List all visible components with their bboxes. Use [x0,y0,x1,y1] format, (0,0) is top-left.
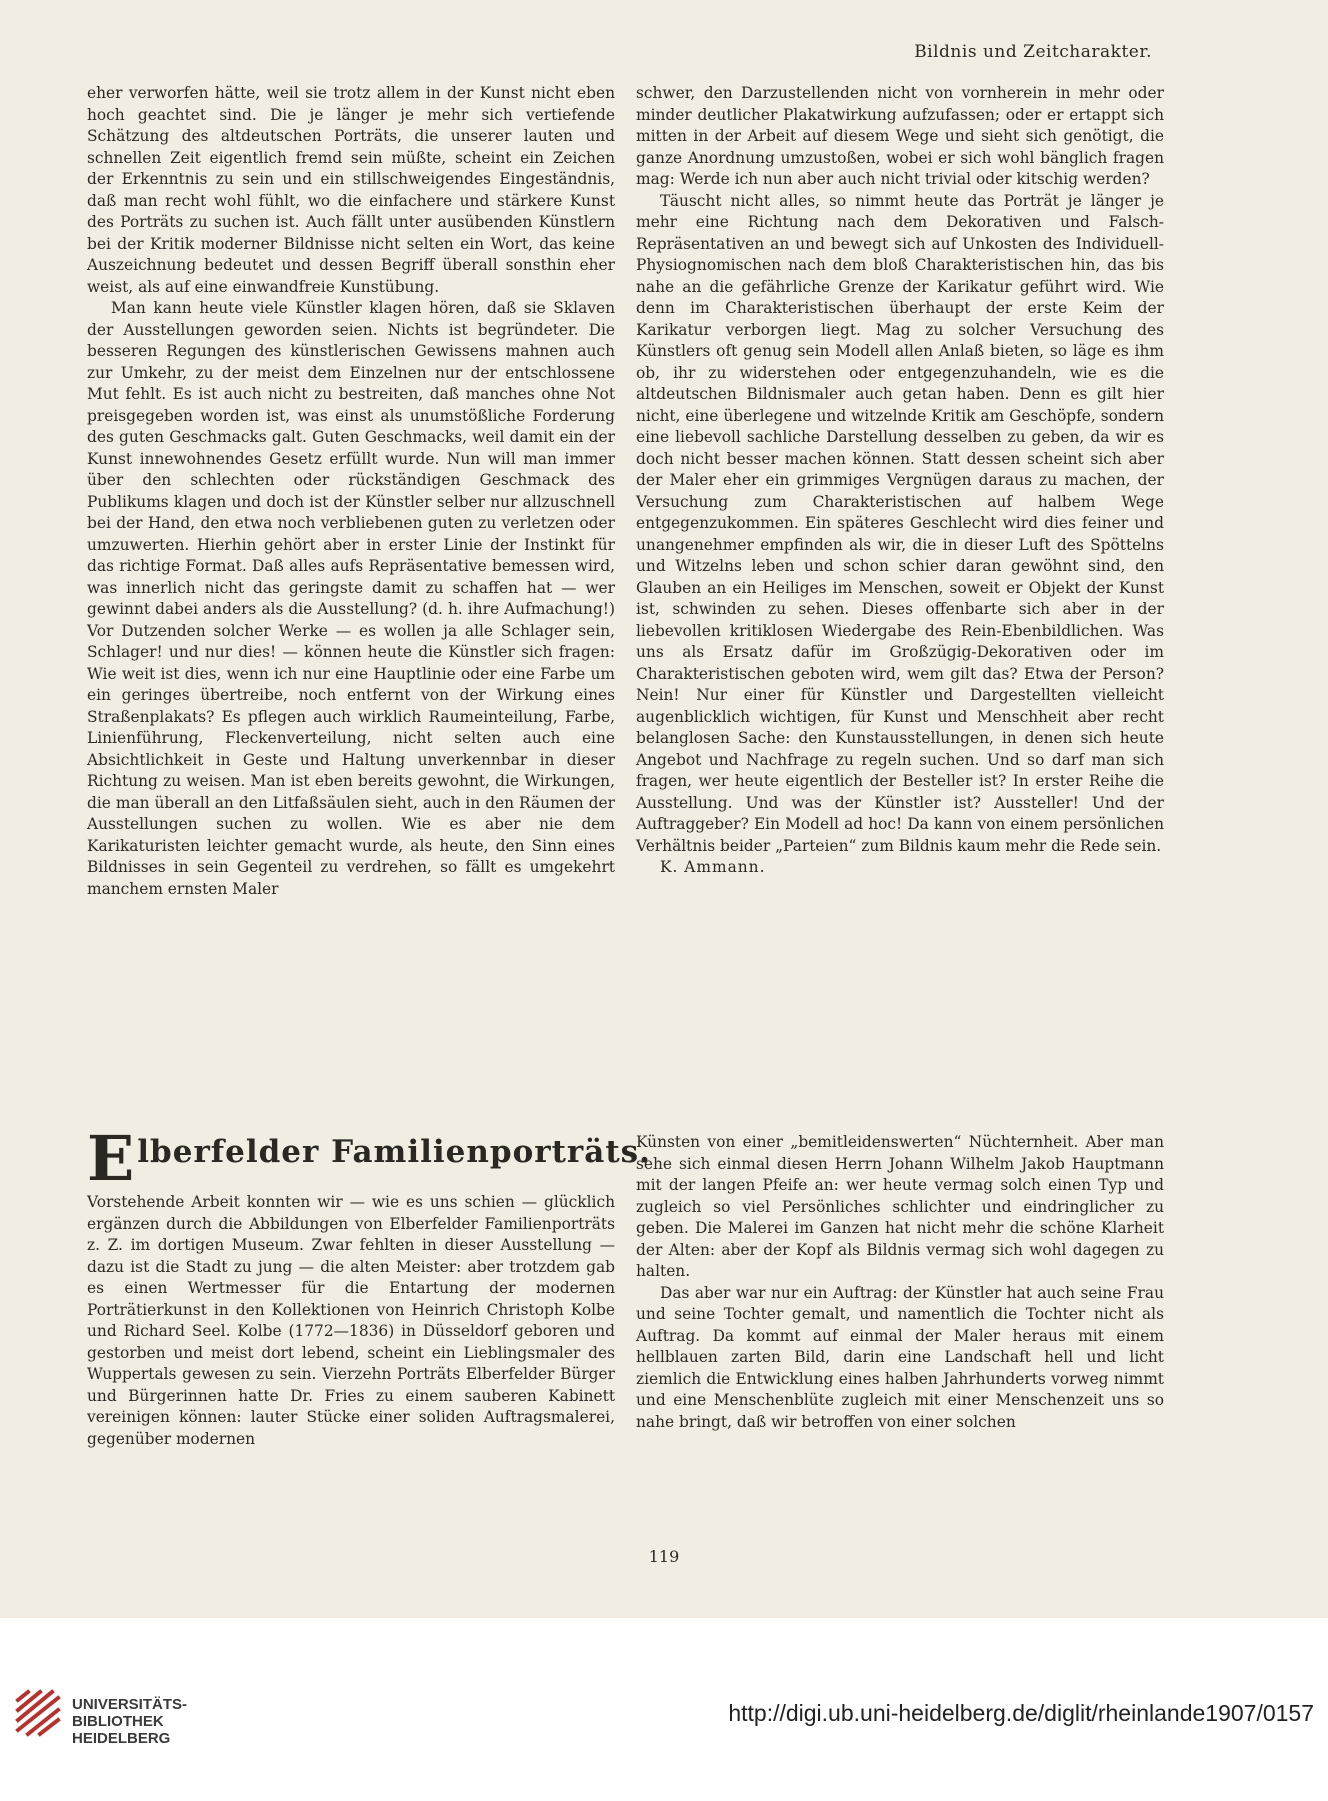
article-title: lberfelder Familienporträts. [137,1134,651,1170]
paragraph: schwer, den Darzustellenden nicht von vornherein in mehr oder minder deutlicher Plakatwirkung aufzufassen; oder er ertappt sich mitten in der Arbeit auf diesem Wege und sieht sich genötigt, die ganze Anordnung umzustoßen, wobei er sich wohl bänglich fragen mag: Werde ich nun aber auch nicht trivial oder kitschig werden? [636,84,1164,188]
library-footer [0,1618,1328,1801]
paragraph: Man kann heute viele Künstler klagen hören, daß sie Sklaven der Ausstellungen geworden seien. Nichts ist begründeter. Die besseren Regungen des künstlerischen Gewissens mahnen auch zur Umkehr, zu der meist dem Einzelnen nur der entschlossene Mut fehlt. Es ist auch nicht zu bestreiten, daß manches ohne Not preisgegeben worden ist, was einst als unumstößliche Forderung des guten Geschmacks galt. Guten Geschmacks, weil damit ein der Kunst innewohnendes Gesetz erfüllt wurde. Nun will man immer über den schlechten oder rückständigen Geschmack des Publikums klagen und doch ist der Künstler selber nur allzuschnell bei der Hand, den etwa noch verbliebenen guten zu verletzen oder umzuwerten. Hierhin gehört aber in erster Linie der Instinkt für das richtige Format. Daß alles aufs Repräsentative bemessen wird, was innerlich nicht das geringste damit zu schaffen hat — wer gewinnt dabei anders als die Ausstellung? (d. h. ihre Aufmachung!) Vor Dutzenden solcher Werke — es wollen ja alle Schlager sein, Schlager! und nur dies! — können heute die Künstler sich fragen: Wie weit ist dies, wenn ich nur eine Hauptlinie oder eine Farbe um ein geringes übertreibe, noch entfernt von der Wirkung eines Straßenplakats? Es pflegen auch wirklich Raumeinteilung, Farbe, Linienführung, Fleckenverteilung, nicht selten auch eine Absichtlichkeit in Geste und Haltung unverkennbar in dieser Richtung zu weisen. Man ist eben bereits gewohnt, die Wirkungen, die man überall an den Litfaßsäulen sieht, auch in den Räumen der Ausstellungen suchen zu wollen. Wie es aber nie dem Karikaturisten leichter gemacht wurde, als heute, den Sinn eines Bildnisses in sein Gegenteil zu verdrehen, so fällt es umgekehrt manchem ernsten Maler [87,299,615,898]
article-heading [87,1122,651,1195]
paragraph: eher verworfen hätte, weil sie trotz allem in der Kunst nicht eben hoch geachtet sind. Die je länger je mehr sich vertiefende Schätzung des altdeutschen Porträts, die unserer lauten und schnellen Zeit eigentlich fremd sein müßte, scheint ein Zeichen der Erkenntnis zu sein und ein stillschweigendes Eingeständnis, daß man recht wohl fühlt, wo die einfachere und stärkere Kunst des Porträts zu suchen ist. Auch fällt unter ausübenden Künstlern bei der Kritik moderner Bildnisse nicht selten ein Wort, das keine Auszeichnung bedeutet und dessen Begriff überall sonsthin eher weist, als auf eine einwandfreie Kunstübung. [87,84,615,296]
library-name [72,1696,187,1747]
author-signature: K. Ammann. [660,858,766,876]
paragraph: Vorstehende Arbeit konnten wir — wie es uns schien — glücklich ergänzen durch die Abbildungen von Elberfelder Familienporträts z. Z. im dortigen Museum. Zwar fehlten in dieser Ausstellung — dazu ist die Stadt zu jung — die alten Meister: aber trotzdem gab es einen Wertmesser für die Entartung der modernen Porträtierkunst in den Kollektionen von Heinrich Christoph Kolbe und Richard Seel. Kolbe (1772—1836) in Düsseldorf geboren und gestorben und meist dort lebend, scheint ein Lieblingsmaler des Wuppertals gewesen zu sein. Vierzehn Porträts Elberfelder Bürger und Bürgerinnen hatte Dr. Fries zu einem sauberen Kabinett vereinigen können: lauter Stücke einer soliden Auftragsmalerei, gegenüber modernen [87,1193,615,1448]
library-name-line: BIBLIOTHEK [72,1713,164,1730]
library-name-line: HEIDELBERG [72,1730,171,1747]
paragraph: Künsten von einer „bemitleidenswerten“ Nüchternheit. Aber man sehe sich einmal diesen Herrn Johann Wilhelm Jakob Hauptmann mit der langen Pfeife an: wer heute vermag solch einen Typ und zugleich so viel Persönliches schlichter und eindringlicher zu geben. Die Malerei im Ganzen hat nicht mehr die schöne Klarheit der Alten: aber der Kopf als Bildnis vermag sich wohl dagegen zu halten. [636,1133,1164,1280]
library-name-line: UNIVERSITÄTS- [72,1696,188,1713]
paragraph: Täuscht nicht alles, so nimmt heute das Porträt je länger je mehr eine Richtung nach dem Dekorativen und Falsch-Repräsentativen an und bewegt sich auf Unkosten des Individuell-Physiognomischen nach dem bloß Charakteristischen hin, das bis nahe an die gefährliche Grenze der Karikatur geführt wird. Wie denn im Charakteristischen überhaupt der erste Keim der Karikatur verborgen liegt. Mag zu solcher Versuchung des Künstlers oft genug sein Modell allen Anlaß bieten, so läge es ihm ob, ihr zu widerstehen oder entgegenzuhandeln, wie es die altdeutschen Bildnismaler auch getan haben. Denn es gilt hier nicht, eine überlegene und witzelnde Kritik am Geschöpfe, sondern eine liebevoll sachliche Darstellung desselben zu geben, da wir es doch nicht besser machen können. Statt dessen scheint sich aber der Maler eher ein grimmiges Vergnügen daraus zu machen, der Versuchung zum Charakteristischen auf halbem Wege entgegenzukommen. Ein späteres Geschlecht wird dies feiner und unangenehmer empfinden als wir, die in dieser Luft des Spöttelns und Witzelns leben und schon schier daran gewöhnt sind, den Glauben an ein Heiliges im Menschen, soweit er Objekt der Kunst ist, schwinden zu sehen. Dieses offenbarte sich aber in der liebevollen kritiklosen Wiedergabe des Rein-Ebenbildlichen. Was uns als Ersatz dafür im Großzügig-Dekorativen oder im Charakteristischen geboten wird, wem gilt das? Etwa der Person? Nein! Nur einer für Künstler und Dargestellten vielleicht augenblicklich wichtigen, für Kunst und Menschheit aber recht belanglosen Sache: den Kunstausstellungen, in denen sich heute Angebot und Nachfrage zu regeln suchen. Und so darf man sich fragen, wer heute eigentlich der Besteller ist? In erster Reihe die Ausstellung. Und was der Künstler ist? Aussteller! Und der Auftraggeber? Ein Modell ad hoc! Da kann von einem persönlichen Verhältnis beider „Parteien“ zum Bildnis kaum mehr die Rede sein. [636,191,1164,855]
text-column-upper-right [636,83,1164,879]
text-column-upper-left [87,83,615,900]
source-url-link[interactable]: http://digi.ub.uni-heidelberg.de/diglit/rheinlande1907/0157 [728,1700,1314,1726]
running-head: Bildnis und Zeitcharakter. [914,42,1152,62]
decorative-initial: E [87,1122,135,1195]
text-column-lower-left [87,1122,651,1450]
text-column-lower-right [636,1132,1164,1433]
library-logo-icon [14,1688,64,1738]
paragraph: Das aber war nur ein Auftrag: der Künstler hat auch seine Frau und seine Tochter gemalt, und namentlich die Tochter nicht als Auftrag. Da kommt auf einmal der Maler heraus mit einem hellblauen zarten Bild, darin eine Landschaft hell und licht ziemlich die Entwicklung eines halben Jahrhunderts vorweg nimmt und eine Menschenblüte zugleich mit einer Menschenzeit uns so nahe bringt, daß wir betroffen von einer solchen [636,1283,1164,1431]
page-number: 119 [648,1547,680,1566]
